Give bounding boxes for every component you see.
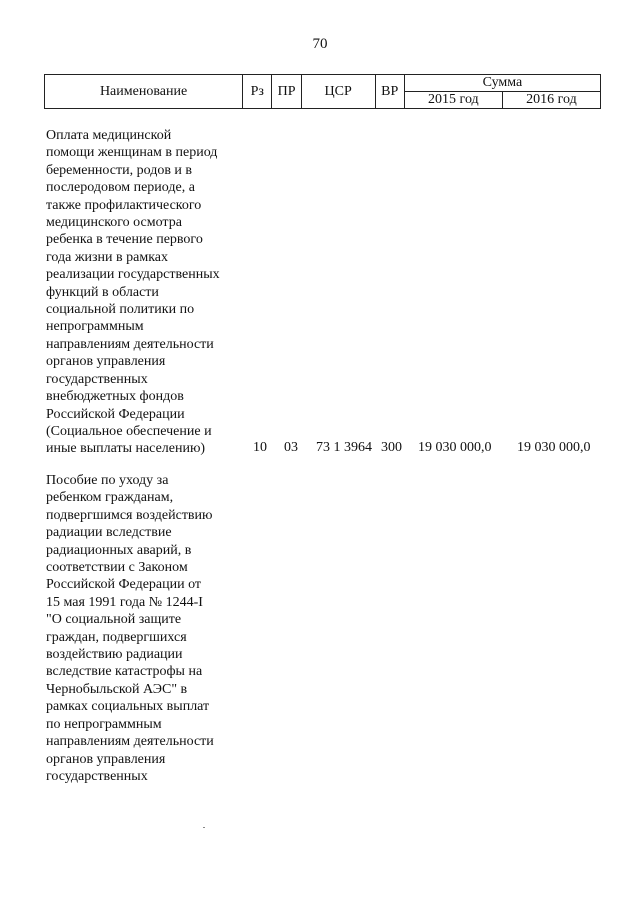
page-number: 70 [312, 36, 328, 52]
table-row [0, 127, 640, 467]
header-year-2016: 2016 год [502, 92, 600, 109]
row-name: Пособие по уходу за ребенком гражданам, подвергшимся воздействию радиации вследствие радиационных аварий, в соответствии с Законом Российской Федерации от 15 мая 1991 года № 1244-I "О социальной защите граждан, подвергшихся воздействию радиации вследствие катастрофы на Чернобыльской АЭС" в рамках социальных выплат по непрограммным направлениям деятельности органов управления государственных [46, 473, 214, 784]
scan-artifact-dot [203, 827, 205, 828]
row-name: Оплата медицинской помощи женщинам в период беременности, родов и в послеродовом периоде, а также профилактического медицинского осмотра ребенка в течение первого года жизни в рамках реализации государственных функций в области социальной политики по непрограммным направлениям деятельности органов управления государственных внебюджетных фондов Российской Федерации (Социальное обеспечение и иные выплаты населению) [46, 128, 220, 457]
header-csr: ЦСР [301, 75, 375, 109]
row-csr: 73 1 3964 [316, 440, 372, 455]
row-vr: 300 [381, 440, 402, 455]
table-row [0, 472, 640, 812]
header-name: Наименование [45, 75, 243, 109]
header-year-2015: 2015 год [404, 92, 502, 109]
header-pr: ПР [272, 75, 301, 109]
row-pr: 03 [284, 440, 298, 455]
row-rz: 10 [253, 440, 267, 455]
header-vr: ВР [375, 75, 404, 109]
row-sum-2016: 19 030 000,0 [517, 440, 591, 455]
header-rz: Рз [243, 75, 272, 109]
table-header [44, 74, 601, 109]
row-sum-2015: 19 030 000,0 [418, 440, 492, 455]
header-sum: Сумма [404, 75, 600, 92]
